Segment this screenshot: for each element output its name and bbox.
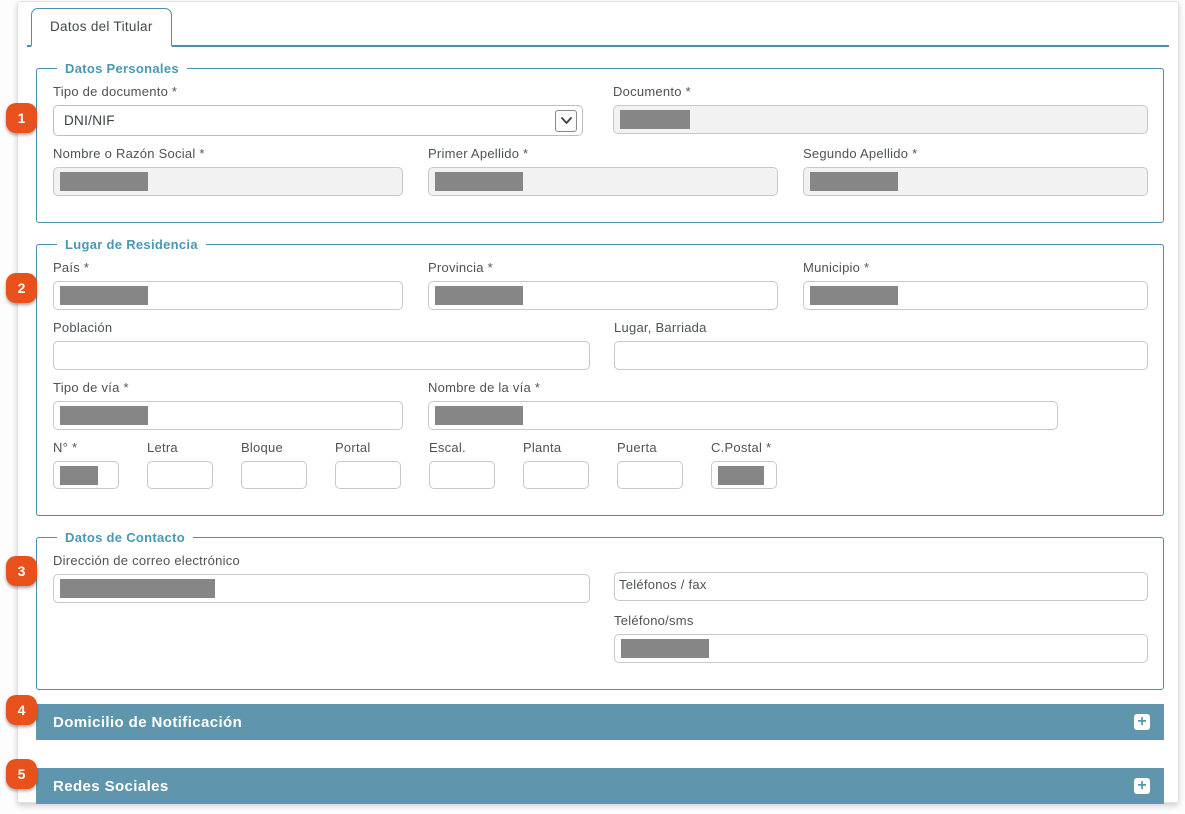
telefono-sms-label: Teléfono/sms: [614, 613, 694, 628]
redacted-value: [60, 172, 148, 191]
email-label: Dirección de correo electrónico: [53, 553, 240, 568]
section-domicilio-notificacion-title: Domicilio de Notificación: [53, 713, 243, 731]
annotation-badge-5: 5: [6, 759, 37, 789]
segundo-apellido-label: Segundo Apellido *: [803, 146, 918, 161]
form-page: [17, 1, 1179, 803]
section-datos-contacto: [36, 530, 1164, 690]
annotation-badge-4: 4: [6, 695, 37, 725]
nombre-via-label: Nombre de la vía *: [428, 380, 541, 395]
redacted-value: [60, 579, 215, 598]
escalera-label: Escal.: [429, 440, 466, 455]
telefonos-fax-input[interactable]: [614, 572, 1148, 601]
codigo-postal-input[interactable]: [711, 461, 777, 489]
section-datos-contacto-legend: Datos de Contacto: [65, 530, 185, 545]
redacted-value: [620, 110, 690, 129]
plus-icon[interactable]: +: [1134, 778, 1150, 794]
annotation-badge-3: 3: [6, 556, 37, 586]
section-lugar-residencia: [36, 237, 1164, 516]
codigo-postal-label: C.Postal *: [711, 440, 772, 455]
nombre-via-input[interactable]: [428, 401, 1058, 430]
provincia-input[interactable]: [428, 281, 778, 310]
plus-icon[interactable]: +: [1134, 714, 1150, 730]
redacted-value: [60, 466, 98, 485]
letra-label: Letra: [147, 440, 178, 455]
email-input[interactable]: [53, 574, 590, 603]
section-datos-personales-legend: Datos Personales: [65, 61, 179, 76]
lugar-barriada-label: Lugar, Barriada: [614, 320, 707, 335]
tab-datos-del-titular[interactable]: Datos del Titular: [31, 8, 172, 47]
primer-apellido-label: Primer Apellido *: [428, 146, 529, 161]
redacted-value: [718, 466, 764, 485]
form-content: [18, 61, 1178, 804]
telefonos-fax-inline-label: Teléfonos / fax: [619, 577, 707, 592]
municipio-label: Municipio *: [803, 260, 870, 275]
redacted-value: [60, 406, 148, 425]
bloque-input[interactable]: [241, 461, 307, 489]
letra-input[interactable]: [147, 461, 213, 489]
annotation-badge-2: 2: [6, 273, 37, 303]
tipo-documento-selected-value: DNI/NIF: [64, 113, 115, 128]
bloque-label: Bloque: [241, 440, 283, 455]
documento-label: Documento *: [613, 84, 691, 99]
tipo-documento-select[interactable]: [53, 105, 583, 136]
puerta-input[interactable]: [617, 461, 683, 489]
escalera-input[interactable]: [429, 461, 495, 489]
section-redes-sociales-title: Redes Sociales: [53, 777, 169, 795]
poblacion-label: Población: [53, 320, 113, 335]
poblacion-input[interactable]: [53, 341, 590, 370]
section-redes-sociales-bar[interactable]: [36, 768, 1164, 804]
provincia-label: Provincia *: [428, 260, 493, 275]
redacted-value: [435, 406, 523, 425]
numero-label: N° *: [53, 440, 78, 455]
redacted-value: [60, 286, 148, 305]
pais-input[interactable]: [53, 281, 403, 310]
nombre-razon-social-label: Nombre o Razón Social *: [53, 146, 205, 161]
redacted-value: [810, 286, 898, 305]
portal-label: Portal: [335, 440, 371, 455]
redacted-value: [435, 172, 523, 191]
portal-input[interactable]: [335, 461, 401, 489]
nombre-razon-social-input[interactable]: [53, 167, 403, 196]
primer-apellido-input[interactable]: [428, 167, 778, 196]
planta-label: Planta: [523, 440, 562, 455]
redacted-value: [435, 286, 523, 305]
telefono-sms-input[interactable]: [614, 634, 1148, 663]
tipo-documento-label: Tipo de documento *: [53, 84, 178, 99]
lugar-barriada-input[interactable]: [614, 341, 1148, 370]
redacted-value: [810, 172, 898, 191]
segundo-apellido-input[interactable]: [803, 167, 1148, 196]
annotation-badge-1: 1: [6, 103, 37, 133]
documento-input[interactable]: [613, 105, 1148, 134]
section-lugar-residencia-legend: Lugar de Residencia: [65, 237, 198, 252]
section-datos-personales: [36, 61, 1164, 223]
puerta-label: Puerta: [617, 440, 657, 455]
planta-input[interactable]: [523, 461, 589, 489]
municipio-input[interactable]: [803, 281, 1148, 310]
numero-input[interactable]: [53, 461, 119, 489]
chevron-down-icon[interactable]: [555, 110, 577, 132]
tab-bar: [27, 12, 1169, 47]
redacted-value: [621, 639, 709, 658]
pais-label: País *: [53, 260, 90, 275]
tipo-via-label: Tipo de vía *: [53, 380, 129, 395]
tipo-via-input[interactable]: [53, 401, 403, 430]
section-domicilio-notificacion-bar[interactable]: [36, 704, 1164, 740]
